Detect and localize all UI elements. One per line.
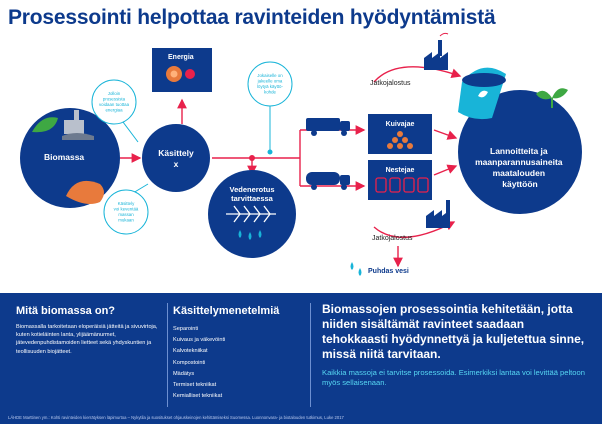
factory-icon-bottom [426,200,450,228]
clean-water-drops-icon [351,262,362,276]
liquid-fraction-node [368,160,432,200]
divider [167,303,168,407]
water-separation-node [208,170,296,258]
callout-target-text: Jokaiselle on jakeelle oma löytyä käyttö-kohde [257,73,283,95]
method-item: Mädätys [173,370,195,377]
page-title: Prosessointi helpottaa ravinteiden hyödyntämistä [8,6,496,29]
method-item: Termiset tekniikat [173,382,217,389]
further-processing-top-label: Jatkojalostus [370,80,411,87]
sub-message: Kaikkia massoja ei tarvitse prosessoida. Esimerkiksi lantaa voi levittää peltoon myös sellaisenaan. [322,368,585,387]
method-item: Separointi [173,326,199,332]
callout-remaining-energy [92,80,136,124]
method-item: Kompostointi [173,359,206,366]
methods-section [173,293,298,402]
main-message: Biomassojen prosessointia kehitetään, jotta niiden sisältämät ravinteet saadaan tehokkaasti hyödynnettyä ja kuljetettua sinne, missä niitä tarvitaan. [322,302,585,361]
dry-fraction-label: Kuivajae [385,121,415,128]
source-note: LÄHDE Marttinen ym.: Kohti ravinteiden kierrätyksen läpimurtoa – Nykytila ja suositukset ohjauskeinojen kehittämiseksi Suomessa. Luonnonvara- ja biotalouden tutkimus, Luke 2017 [8,415,344,420]
result-label-line3: maatalouden [492,168,546,178]
info-panel [0,293,602,424]
biomass-label: Biomassa [44,152,85,162]
callout-reduce-mass [104,190,148,234]
method-item: Kemialliset tekniikat [173,393,223,400]
result-label-line2: maanparannusaineita [475,157,563,167]
processing-node [142,124,210,192]
energy-label: Energia [168,54,194,61]
clean-water-label: Puhdas vesi [368,268,409,275]
biomass-node [20,108,120,208]
result-node [458,68,582,214]
liquid-fraction-label: Nestejae [385,167,415,174]
what-is-biomass-text: Biomassalla tarkoitetaan eloperäisiä jätteitä ja sivuvirtoja, kuten kotieläinten lanta, ylijäämänurmet, jätevedenpuhdistamoiden lietteet sekä yhdyskuntien ja teollisuuden biojätteet. [16,324,158,355]
what-is-biomass-heading: Mitä biomassa on? [16,305,116,317]
message-section [322,293,592,388]
callout-target-use [248,62,292,106]
truck-icon-top [306,118,350,136]
water-separation-label: Vedenerotus tarvittaessa [229,185,275,203]
methods-list [173,324,298,402]
dry-fraction-node [368,114,432,154]
method-item: Kalvotekniikat [173,348,208,355]
methods-heading: Käsittelymenetelmiä [173,305,280,317]
callout-remaining-text: Jolloin prosessista voidaan tuottaa energiaa [98,91,130,113]
truck-icon-bottom [306,172,350,190]
what-is-biomass-section [16,293,168,356]
result-label-line1: Lannoitteita ja [490,146,548,156]
callout-reduce-text: Käsittely voi keventää massan mukaan [113,201,139,223]
result-label-line4: käyttöön [502,179,538,189]
processing-label: Käsittely x [158,148,194,169]
factory-icon-top [424,33,448,70]
further-processing-bottom-label: Jatkojalostus [372,235,413,242]
method-item: Kuivaus ja väkevöinti [173,337,226,344]
divider [310,303,311,407]
energy-node [152,48,212,92]
